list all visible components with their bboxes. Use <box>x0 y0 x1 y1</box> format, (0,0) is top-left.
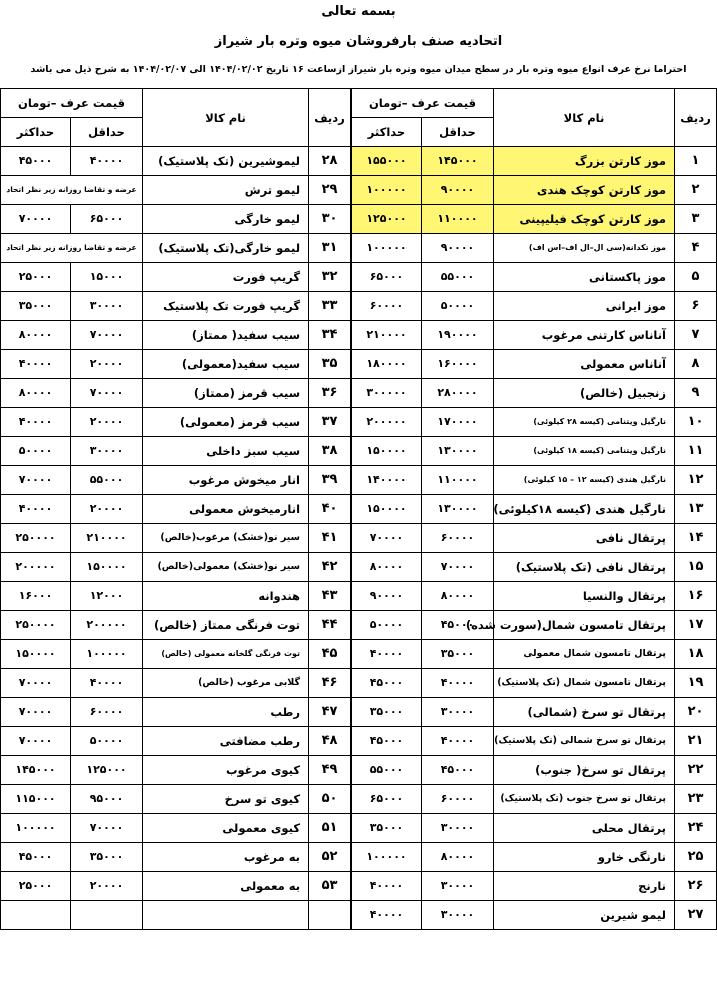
table-row <box>351 872 716 901</box>
row-number: ۵ <box>675 263 717 292</box>
price-min: ۶۵۰۰۰ <box>71 205 143 234</box>
price-max: ۸۰۰۰۰ <box>351 553 421 582</box>
price-min: ۴۵۰۰۰ <box>422 611 494 640</box>
table-row <box>1 234 351 263</box>
table-row <box>1 176 351 205</box>
price-max: ۱۱۵۰۰۰ <box>1 785 71 814</box>
price-max: ۴۵۰۰۰ <box>351 669 421 698</box>
price-min: ۳۰۰۰۰ <box>422 872 494 901</box>
item-name: پرتقال نافی (تک پلاستیک) <box>494 553 675 582</box>
table-row <box>1 553 351 582</box>
item-name: کیوی معمولی <box>143 814 309 843</box>
price-min: ۵۰۰۰۰ <box>422 292 494 321</box>
price-min: ۵۰۰۰۰ <box>71 727 143 756</box>
item-name: لیمو شیرین <box>494 901 675 930</box>
table-row <box>351 814 716 843</box>
price-min: ۱۹۰۰۰۰ <box>422 321 494 350</box>
row-number: ۲۸ <box>309 147 351 176</box>
price-min: ۱۲۵۰۰۰ <box>71 756 143 785</box>
table-row <box>351 437 716 466</box>
item-name: پرتقال تو سرخ جنوب (تک پلاستیک) <box>494 785 675 814</box>
row-number: ۷ <box>675 321 717 350</box>
item-name: سیب سفید(معمولی) <box>143 350 309 379</box>
price-min: ۲۱۰۰۰۰ <box>71 524 143 553</box>
item-name: سیب سبز داخلی <box>143 437 309 466</box>
table-row <box>1 321 351 350</box>
row-number: ۴۶ <box>309 669 351 698</box>
table-row <box>351 176 716 205</box>
price-max: ۴۰۰۰۰ <box>351 640 421 669</box>
supply-demand-note: عرضه و تقاضا روزانه زیر نظر اتحاد <box>1 234 143 263</box>
col-header-price-group: قیمت عرف –تومان <box>1 89 143 118</box>
price-max: ۷۰۰۰۰ <box>1 205 71 234</box>
item-name: پرتقال تو سرخ شمالی (تک پلاستیک) <box>494 727 675 756</box>
row-number: ۲۱ <box>675 727 717 756</box>
item-name: توت فرنگی گلخانه معمولی (خالص) <box>143 640 309 669</box>
price-max: ۱۵۰۰۰۰ <box>351 437 421 466</box>
row-number <box>309 901 351 930</box>
price-max: ۴۰۰۰۰ <box>351 872 421 901</box>
price-min: ۱۵۰۰۰ <box>71 263 143 292</box>
price-min: ۱۱۰۰۰۰ <box>422 466 494 495</box>
price-max: ۴۰۰۰۰ <box>1 408 71 437</box>
item-name <box>143 901 309 930</box>
price-min: ۳۰۰۰۰ <box>422 698 494 727</box>
row-number: ۵۳ <box>309 872 351 901</box>
table-row <box>1 785 351 814</box>
price-min: ۸۰۰۰۰ <box>422 843 494 872</box>
row-number: ۲۷ <box>675 901 717 930</box>
price-min: ۷۰۰۰۰ <box>422 553 494 582</box>
price-max <box>1 901 71 930</box>
price-min: ۵۵۰۰۰ <box>422 263 494 292</box>
row-number: ۴۲ <box>309 553 351 582</box>
item-name: لیمو ترش <box>143 176 309 205</box>
row-number: ۴۵ <box>309 640 351 669</box>
row-number: ۲۶ <box>675 872 717 901</box>
table-row <box>351 640 716 669</box>
price-min: ۴۰۰۰۰ <box>422 727 494 756</box>
item-name: نارگیل ویتنامی (کیسه ۱۸ کیلوئی) <box>494 437 675 466</box>
row-number: ۲۳ <box>675 785 717 814</box>
price-max: ۱۵۰۰۰۰ <box>351 495 421 524</box>
price-table-left <box>0 88 351 930</box>
price-min: ۳۰۰۰۰ <box>71 292 143 321</box>
table-row <box>1 495 351 524</box>
item-name: انارمیخوش معمولی <box>143 495 309 524</box>
price-max: ۸۰۰۰۰ <box>1 321 71 350</box>
row-number: ۴۹ <box>309 756 351 785</box>
row-number: ۵۱ <box>309 814 351 843</box>
table-row <box>351 669 716 698</box>
row-number: ۲۹ <box>309 176 351 205</box>
item-name: نارگیل هندی (کیسه ۱۸کیلوئی) <box>494 495 675 524</box>
item-name: توت فرنگی ممتاز (خالص) <box>143 611 309 640</box>
price-max: ۸۰۰۰۰ <box>1 379 71 408</box>
row-number: ۱۱ <box>675 437 717 466</box>
header-line-1: بسمه تعالی <box>321 4 396 19</box>
row-number: ۵۲ <box>309 843 351 872</box>
table-row <box>1 292 351 321</box>
table-row <box>1 727 351 756</box>
price-min: ۱۵۰۰۰۰ <box>71 553 143 582</box>
price-max: ۱۶۰۰۰ <box>1 582 71 611</box>
item-name: موز ایرانی <box>494 292 675 321</box>
row-number: ۴۷ <box>309 698 351 727</box>
price-min: ۸۰۰۰۰ <box>422 582 494 611</box>
price-max: ۳۵۰۰۰ <box>351 698 421 727</box>
row-number: ۴۱ <box>309 524 351 553</box>
table-row <box>1 901 351 930</box>
row-number: ۲۴ <box>675 814 717 843</box>
table-row <box>351 350 716 379</box>
price-min: ۳۰۰۰۰ <box>422 814 494 843</box>
price-min: ۳۰۰۰۰ <box>71 437 143 466</box>
table-row <box>1 437 351 466</box>
price-max: ۶۰۰۰۰ <box>351 292 421 321</box>
table-row <box>351 553 716 582</box>
price-max: ۳۰۰۰۰۰ <box>351 379 421 408</box>
col-header-min: حداقل <box>71 118 143 147</box>
item-name: پرتقال نافی <box>494 524 675 553</box>
price-min: ۹۰۰۰۰ <box>422 234 494 263</box>
row-number: ۳۷ <box>309 408 351 437</box>
table-row <box>351 698 716 727</box>
item-name: گریپ فورت <box>143 263 309 292</box>
price-max: ۱۲۵۰۰۰ <box>351 205 421 234</box>
price-max: ۷۰۰۰۰ <box>1 698 71 727</box>
table-row <box>1 756 351 785</box>
table-row <box>351 147 716 176</box>
header-line-3: احتراما نرخ عرف انواع میوه وتره بار در سطح میدان میوه وتره بار شیراز ازساعت ۱۶ تاریخ ۱۴۰۴/۰۲/۰۲ الی ۱۴۰۴/۰۲/۰۷ به شرح ذیل می باشد <box>30 64 687 75</box>
row-number: ۳۳ <box>309 292 351 321</box>
item-name: لیموشیرین (تک پلاستیک) <box>143 147 309 176</box>
item-name: پرتقال تو سرخ (شمالی) <box>494 698 675 727</box>
table-row <box>1 640 351 669</box>
row-number: ۴۸ <box>309 727 351 756</box>
price-table-right-body <box>351 89 716 930</box>
item-name: آناناس کارتنی مرغوب <box>494 321 675 350</box>
row-number: ۳۲ <box>309 263 351 292</box>
price-max: ۱۵۵۰۰۰ <box>351 147 421 176</box>
price-max: ۳۵۰۰۰ <box>1 292 71 321</box>
table-row <box>351 466 716 495</box>
col-header-max: حداکثر <box>1 118 71 147</box>
price-min: ۲۰۰۰۰ <box>71 408 143 437</box>
table-row <box>1 843 351 872</box>
item-name: سیب قرمز (معمولی) <box>143 408 309 437</box>
row-number: ۲ <box>675 176 717 205</box>
price-min: ۹۵۰۰۰ <box>71 785 143 814</box>
price-table-right <box>351 88 717 930</box>
price-min: ۷۰۰۰۰ <box>71 814 143 843</box>
row-number: ۱۲ <box>675 466 717 495</box>
row-number: ۲۲ <box>675 756 717 785</box>
price-max: ۱۰۰۰۰۰ <box>351 176 421 205</box>
table-row <box>1 611 351 640</box>
table-row <box>1 205 351 234</box>
price-max: ۵۵۰۰۰ <box>351 756 421 785</box>
row-number: ۴۴ <box>309 611 351 640</box>
table-row <box>1 698 351 727</box>
row-number: ۵۰ <box>309 785 351 814</box>
item-name: رطب مضافتی <box>143 727 309 756</box>
table-row <box>351 408 716 437</box>
row-number: ۱۰ <box>675 408 717 437</box>
price-min: ۷۰۰۰۰ <box>71 379 143 408</box>
row-number: ۱۴ <box>675 524 717 553</box>
table-row <box>351 263 716 292</box>
item-name: کیوی تو سرخ <box>143 785 309 814</box>
row-number: ۳ <box>675 205 717 234</box>
row-number: ۱۷ <box>675 611 717 640</box>
price-min: ۳۵۰۰۰ <box>422 640 494 669</box>
item-name: به مرغوب <box>143 843 309 872</box>
item-name: زنجبیل (خالص) <box>494 379 675 408</box>
table-row <box>351 843 716 872</box>
price-min: ۴۰۰۰۰ <box>422 669 494 698</box>
col-header-name: نام کالا <box>494 89 675 147</box>
item-name: سیر نو(خشک) معمولی(خالص) <box>143 553 309 582</box>
item-name: انار میخوش مرغوب <box>143 466 309 495</box>
price-max: ۱۴۰۰۰۰ <box>351 466 421 495</box>
price-max: ۲۵۰۰۰۰ <box>1 524 71 553</box>
table-row <box>1 524 351 553</box>
table-row <box>351 582 716 611</box>
price-max: ۱۰۰۰۰۰ <box>351 843 421 872</box>
item-name: سیر نو(خشک) مرغوب(خالص) <box>143 524 309 553</box>
price-max: ۶۵۰۰۰ <box>351 785 421 814</box>
table-row <box>351 292 716 321</box>
item-name: موز کارتن بزرگ <box>494 147 675 176</box>
item-name: سیب قرمز (ممتاز) <box>143 379 309 408</box>
table-row <box>1 466 351 495</box>
item-name: کیوی مرغوب <box>143 756 309 785</box>
price-max: ۳۵۰۰۰ <box>351 814 421 843</box>
row-number: ۲۰ <box>675 698 717 727</box>
price-min: ۷۰۰۰۰ <box>71 321 143 350</box>
price-min: ۳۵۰۰۰ <box>71 843 143 872</box>
table-row <box>351 379 716 408</box>
supply-demand-note: عرضه و تقاضا روزانه زیر نظر اتحاد <box>1 176 143 205</box>
price-min: ۶۰۰۰۰ <box>71 698 143 727</box>
col-header-price-group: قیمت عرف –تومان <box>351 89 493 118</box>
price-max: ۲۰۰۰۰۰ <box>351 408 421 437</box>
item-name: موز پاکستانی <box>494 263 675 292</box>
price-min: ۹۰۰۰۰ <box>422 176 494 205</box>
price-max: ۴۵۰۰۰ <box>1 843 71 872</box>
price-min: ۲۰۰۰۰ <box>71 495 143 524</box>
table-row <box>351 524 716 553</box>
item-name: آناناس معمولی <box>494 350 675 379</box>
item-name: پرتقال تامسون شمال معمولی <box>494 640 675 669</box>
row-number: ۳۰ <box>309 205 351 234</box>
price-min: ۲۸۰۰۰۰ <box>422 379 494 408</box>
item-name: لیمو خارگی <box>143 205 309 234</box>
price-max: ۲۵۰۰۰ <box>1 263 71 292</box>
item-name: نارنج <box>494 872 675 901</box>
price-min: ۲۰۰۰۰ <box>71 350 143 379</box>
price-max: ۴۰۰۰۰ <box>351 901 421 930</box>
row-number: ۳۴ <box>309 321 351 350</box>
price-max: ۱۵۰۰۰۰ <box>1 640 71 669</box>
price-max: ۷۰۰۰۰ <box>1 466 71 495</box>
table-row <box>1 669 351 698</box>
item-name: پرتقال محلی <box>494 814 675 843</box>
price-min: ۲۰۰۰۰۰ <box>71 611 143 640</box>
table-row <box>351 321 716 350</box>
item-name: نارنگی خارو <box>494 843 675 872</box>
row-number: ۱ <box>675 147 717 176</box>
price-min: ۶۰۰۰۰ <box>422 785 494 814</box>
price-max: ۶۵۰۰۰ <box>351 263 421 292</box>
price-max: ۷۰۰۰۰ <box>1 669 71 698</box>
col-header-min: حداقل <box>422 118 494 147</box>
table-row <box>1 263 351 292</box>
price-max: ۲۵۰۰۰۰ <box>1 611 71 640</box>
table-row <box>351 611 716 640</box>
price-max: ۹۰۰۰۰ <box>351 582 421 611</box>
price-min: ۳۰۰۰۰ <box>422 901 494 930</box>
row-number: ۱۸ <box>675 640 717 669</box>
col-header-max: حداکثر <box>351 118 421 147</box>
row-number: ۴۰ <box>309 495 351 524</box>
item-name: موز کارتن کوچک فیلیپینی <box>494 205 675 234</box>
item-name: پرتقال تامسون شمال (تک پلاستیک) <box>494 669 675 698</box>
price-min: ۱۳۰۰۰۰ <box>422 495 494 524</box>
price-max: ۵۰۰۰۰ <box>1 437 71 466</box>
price-min: ۲۰۰۰۰ <box>71 872 143 901</box>
table-row <box>1 872 351 901</box>
table-row <box>351 756 716 785</box>
price-min: ۱۱۰۰۰۰ <box>422 205 494 234</box>
row-number: ۸ <box>675 350 717 379</box>
row-number: ۳۹ <box>309 466 351 495</box>
price-max: ۵۰۰۰۰ <box>351 611 421 640</box>
table-row <box>1 582 351 611</box>
price-min: ۱۴۵۰۰۰ <box>422 147 494 176</box>
row-number: ۱۳ <box>675 495 717 524</box>
row-number: ۴ <box>675 234 717 263</box>
col-header-row: ردیف <box>309 89 351 147</box>
row-number: ۴۳ <box>309 582 351 611</box>
price-min: ۱۲۰۰۰ <box>71 582 143 611</box>
price-min: ۵۵۰۰۰ <box>71 466 143 495</box>
row-number: ۳۸ <box>309 437 351 466</box>
price-min: ۱۰۰۰۰۰ <box>71 640 143 669</box>
row-number: ۱۹ <box>675 669 717 698</box>
item-name: گلابی مرغوب (خالص) <box>143 669 309 698</box>
item-name: پرتقال والنسیا <box>494 582 675 611</box>
price-max: ۴۵۰۰۰ <box>1 147 71 176</box>
item-name: نارگیل ویتنامی (کیسه ۲۸ کیلوئی) <box>494 408 675 437</box>
price-max: ۴۰۰۰۰ <box>1 350 71 379</box>
item-name: هندوانه <box>143 582 309 611</box>
row-number: ۲۵ <box>675 843 717 872</box>
price-max: ۱۴۵۰۰۰ <box>1 756 71 785</box>
table-row <box>351 901 716 930</box>
price-max: ۲۱۰۰۰۰ <box>351 321 421 350</box>
item-name: موز کارتن کوچک هندی <box>494 176 675 205</box>
price-max: ۱۸۰۰۰۰ <box>351 350 421 379</box>
price-max: ۲۵۰۰۰ <box>1 872 71 901</box>
table-row <box>351 785 716 814</box>
price-min: ۴۰۰۰۰ <box>71 669 143 698</box>
item-name: گریپ فورت تک پلاستیک <box>143 292 309 321</box>
header-line-2: اتحادیه صنف بارفروشان میوه وتره بار شیراز <box>214 34 503 49</box>
price-min: ۱۳۰۰۰۰ <box>422 437 494 466</box>
item-name: پرتقال تو سرخ( جنوب) <box>494 756 675 785</box>
price-max: ۱۰۰۰۰۰ <box>351 234 421 263</box>
price-max: ۷۰۰۰۰ <box>1 727 71 756</box>
table-row <box>351 234 716 263</box>
price-min: ۴۰۰۰۰ <box>71 147 143 176</box>
price-max: ۴۵۰۰۰ <box>351 727 421 756</box>
table-row <box>1 379 351 408</box>
item-name: نارگیل هندی (کیسه ۱۲ – ۱۵ کیلوئی) <box>494 466 675 495</box>
price-max: ۲۰۰۰۰۰ <box>1 553 71 582</box>
price-max: ۱۰۰۰۰۰ <box>1 814 71 843</box>
price-min: ۱۷۰۰۰۰ <box>422 408 494 437</box>
row-number: ۳۱ <box>309 234 351 263</box>
item-name: موز تکدانه(سی ال–ال اف–اس اف) <box>494 234 675 263</box>
table-row <box>351 205 716 234</box>
row-number: ۹ <box>675 379 717 408</box>
table-row <box>1 147 351 176</box>
table-row <box>1 408 351 437</box>
item-name: رطب <box>143 698 309 727</box>
table-row <box>1 814 351 843</box>
item-name: به معمولی <box>143 872 309 901</box>
col-header-row: ردیف <box>675 89 717 147</box>
row-number: ۳۵ <box>309 350 351 379</box>
table-row <box>351 495 716 524</box>
item-name: لیمو خارگی(تک پلاستیک) <box>143 234 309 263</box>
price-min: ۶۰۰۰۰ <box>422 524 494 553</box>
table-row <box>351 727 716 756</box>
row-number: ۱۵ <box>675 553 717 582</box>
item-name: پرتقال تامسون شمال(سورت شده) <box>494 611 675 640</box>
price-min: ۴۵۰۰۰ <box>422 756 494 785</box>
price-max: ۴۰۰۰۰ <box>1 495 71 524</box>
price-max: ۷۰۰۰۰ <box>351 524 421 553</box>
row-number: ۳۶ <box>309 379 351 408</box>
table-row <box>1 350 351 379</box>
row-number: ۶ <box>675 292 717 321</box>
price-min: ۱۶۰۰۰۰ <box>422 350 494 379</box>
col-header-name: نام کالا <box>143 89 309 147</box>
row-number: ۱۶ <box>675 582 717 611</box>
item-name: سیب سفید( ممتاز) <box>143 321 309 350</box>
price-table-left-body <box>1 89 351 930</box>
price-min <box>71 901 143 930</box>
